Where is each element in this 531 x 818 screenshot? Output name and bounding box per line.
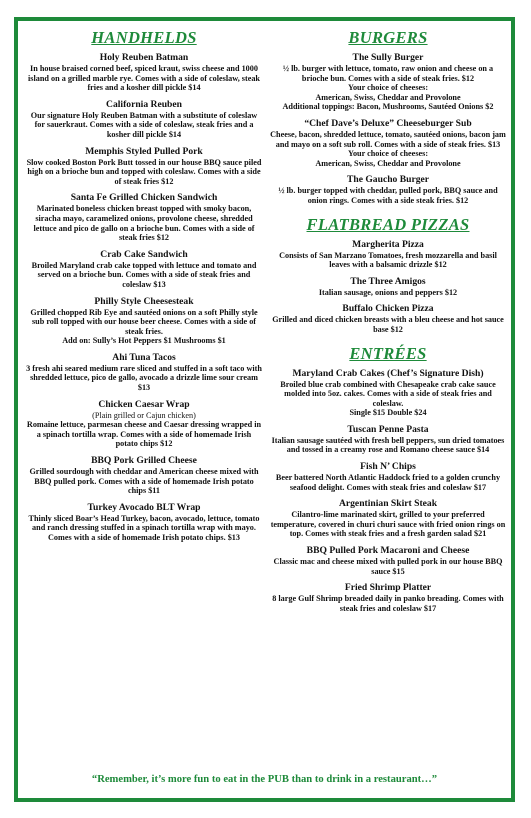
- menu-item-santa-fe-chicken: [26, 192, 262, 242]
- item-name: Crab Cake Sandwich: [100, 248, 188, 260]
- item-desc: Italian sausage sautéed with fresh bell peppers, sun dried tomatoes and tossed in a creamy rose and Romano cheese sauce $14: [271, 435, 505, 455]
- item-cheeses: American, Swiss, Cheddar and Provolone: [315, 158, 461, 168]
- item-desc: Grilled sourdough with cheddar and American cheese mixed with BBQ pulled pork. Comes with a side of homemade Irish potato chips $11: [29, 467, 259, 496]
- item-name: BBQ Pork Grilled Cheese: [91, 455, 197, 467]
- item-desc: Beer battered North Atlantic Haddock fried to a golden crunchy seafood delight. Comes with steak fries and coleslaw $17: [275, 473, 501, 492]
- item-name: The Sully Burger: [352, 52, 424, 63]
- item-name: Maryland Crab Cakes (Chef’s Signature Dish): [292, 367, 484, 379]
- menu-item-california-reuben: [26, 99, 262, 140]
- item-addon: Add on: Sully’s Hot Peppers $1 Mushrooms $1: [62, 336, 226, 346]
- item-desc: Classic mac and cheese mixed with pulled pork in our house BBQ sauce $15: [273, 557, 503, 576]
- item-name: Fried Shrimp Platter: [344, 582, 432, 594]
- item-desc: 3 fresh ahi seared medium rare sliced and stuffed in a soft taco with shredded lettuce, pico de gallo, avocado a drizzle lime sour cream $13: [26, 363, 262, 393]
- item-name: Argentinian Skirt Steak: [338, 498, 438, 510]
- item-name: Chicken Caesar Wrap: [98, 398, 190, 410]
- section-title-flatbread-pizzas: FLATBREAD PIZZAS: [306, 214, 470, 234]
- item-desc: Grilled chopped Rib Eye and sautéed onions on a soft Philly style sub roll topped with our house beer cheese. Comes with a side of steak fries.: [30, 307, 258, 336]
- item-name: “Chef Dave’s Deluxe” Cheeseburger Sub: [304, 117, 472, 129]
- item-desc: Broiled blue crab combined with Chesapeake crab cake sauce molded into 5oz. cakes. Comes with a side of steak fries and coleslaw.: [280, 379, 496, 408]
- item-desc: Consists of San Marzano Tomatoes, fresh mozzarella and basil leaves with a balsamic drizzle $12: [279, 250, 497, 270]
- item-name: Memphis Styled Pulled Pork: [85, 145, 203, 157]
- item-desc: ½ lb. burger with lettuce, tomato, raw onion and cheese on a brioche bun. Comes with a side of steak fries. $12: [282, 64, 494, 83]
- section-title-burgers: BURGERS: [348, 28, 428, 47]
- item-name: Tuscan Penne Pasta: [347, 423, 429, 435]
- item-desc: Cheese, bacon, shredded lettuce, tomato, sautéed onions, bacon jam and mayo on a soft sub roll. Comes with a side of steak fries. $13: [270, 129, 506, 149]
- menu-item-ahi-tuna-tacos: [26, 352, 262, 393]
- menu-item-argentinian-skirt-steak: [270, 498, 506, 539]
- menu-item-margherita-pizza: [270, 239, 506, 270]
- menu-frame: [14, 17, 515, 802]
- item-name: California Reuben: [106, 98, 182, 110]
- item-name: Ahi Tuna Tacos: [112, 351, 176, 363]
- item-name: Holy Reuben Batman: [99, 52, 189, 63]
- item-name: The Three Amigos: [350, 275, 426, 287]
- item-desc: 8 large Gulf Shrimp breaded daily in panko breading. Comes with steak fries and coleslaw $17: [272, 594, 504, 613]
- menu-item-fish-n-chips: [270, 461, 506, 492]
- menu-item-maryland-crab-cakes: [270, 368, 506, 418]
- item-desc: Thinly sliced Boar’s Head Turkey, bacon, avocado, lettuce, tomato and ranch dressing stuffed in a spinach tortilla wrap with mayo. Comes with a side of homemade Irish potato chips. $13: [28, 513, 260, 542]
- menu-item-philly-cheesesteak: [26, 296, 262, 346]
- item-name: Turkey Avocado BLT Wrap: [87, 501, 201, 513]
- item-desc: ½ lb. burger topped with cheddar, pulled pork, BBQ sauce and onion rings. Comes with a side steak fries. $12: [278, 186, 498, 205]
- item-desc: Our signature Holy Reuben Batman with a substitute of coleslaw for sauerkraut. Comes with a side of coleslaw, steak fries and a kosher dill pickle $14: [30, 110, 258, 139]
- item-cheese-label: Your choice of cheeses:: [347, 83, 429, 93]
- item-desc: Italian sausage, onions and peppers $12: [318, 287, 458, 297]
- menu-item-chicken-caesar-wrap: [26, 399, 262, 449]
- item-name: Philly Style Cheesesteak: [94, 295, 194, 307]
- item-name: Buffalo Chicken Pizza: [342, 303, 434, 315]
- menu-item-holy-reuben: [26, 52, 262, 93]
- item-cheese-label: Your choice of cheeses:: [347, 149, 429, 159]
- item-cheeses: American, Swiss, Cheddar and Provolone: [315, 92, 461, 102]
- section-title-entrees: ENTRÉES: [349, 343, 427, 363]
- right-column: [270, 29, 506, 619]
- menu-item-fried-shrimp-platter: [270, 582, 506, 613]
- item-desc: Cilantro-lime marinated skirt, grilled to your preferred temperature, covered in churi churi sauce with fried onion rings on top. Comes with steak fries and a fresh garden salad $21: [270, 510, 506, 539]
- menu-item-chef-daves-deluxe: [270, 118, 506, 168]
- menu-item-sully-burger: [270, 52, 506, 112]
- section-title-handhelds: HANDHELDS: [91, 28, 197, 47]
- menu-item-bbq-pork-grilled-cheese: [26, 455, 262, 496]
- item-extra: Single $15 Double $24: [349, 408, 427, 418]
- footer-quote: “Remember, it’s more fun to eat in the PUB than to drink in a restaurant…”: [91, 774, 438, 785]
- menu-item-buffalo-chicken-pizza: [270, 303, 506, 334]
- item-name: Santa Fe Grilled Chicken Sandwich: [70, 192, 218, 204]
- left-column: [26, 29, 262, 549]
- item-desc: Romaine lettuce, parmesan cheese and Caesar dressing wrapped in a spinach tortilla wrap. Comes with a side of homemade Irish potato chips $12: [26, 420, 262, 449]
- item-desc: Slow cooked Boston Pork Butt tossed in our house BBQ sauce piled high on a brioche bun and topped with coleslaw. Comes with a side of steak fries $12: [26, 157, 262, 186]
- item-name: Fish N’ Chips: [360, 461, 416, 473]
- menu-item-bbq-mac-and-cheese: [270, 545, 506, 576]
- item-name: The Gaucho Burger: [346, 174, 430, 186]
- item-desc: Grilled and diced chicken breasts with a bleu cheese and hot sauce base $12: [272, 315, 504, 334]
- menu-item-turkey-avocado-blt: [26, 502, 262, 543]
- item-desc: Broiled Maryland crab cake topped with lettuce and tomato and served on a brioche bun. Comes with a side of steak fries and coleslaw $13: [31, 260, 257, 289]
- item-extra: Additional toppings: Bacon, Mushrooms, Sautéed Onions $2: [282, 102, 494, 112]
- item-name: BBQ Pulled Pork Macaroni and Cheese: [306, 545, 470, 557]
- item-subtitle: (Plain grilled or Cajun chicken): [92, 410, 196, 420]
- menu-item-gaucho-burger: [270, 174, 506, 205]
- menu-item-memphis-pulled-pork: [26, 146, 262, 187]
- item-name: Margherita Pizza: [352, 238, 424, 250]
- menu-item-crab-cake-sandwich: [26, 249, 262, 290]
- menu-item-three-amigos: [270, 276, 506, 298]
- item-desc: Marinated boneless chicken breast topped with smoky bacon, siracha mayo, caramelized onions, provolone cheese, shredded lettuce and pico de gallo on a brioche bun. Comes with a side of steak fries $12: [33, 204, 255, 243]
- menu-item-tuscan-penne-pasta: [270, 424, 506, 455]
- item-desc: In house braised corned beef, spiced kraut, swiss cheese and 1000 island on a grilled marble rye. Comes with a side of coleslaw, steak fries and a kosher dill pickle $14: [28, 64, 260, 93]
